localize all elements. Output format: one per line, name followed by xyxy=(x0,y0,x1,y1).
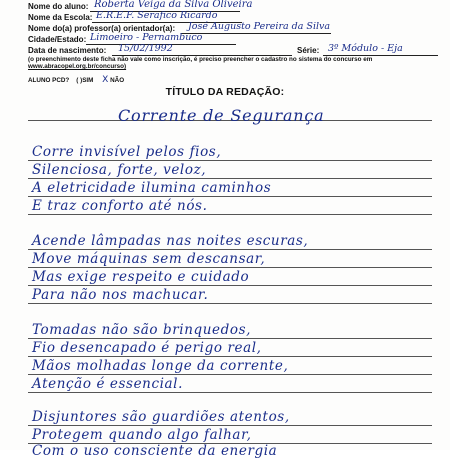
birth-value[interactable]: 15/02/1992 xyxy=(118,43,173,54)
pcd-question xyxy=(28,75,124,85)
ruled-line xyxy=(28,178,432,179)
poem-line: E traz conforto até nós. xyxy=(32,198,208,214)
poem-line: A eletricidade ilumina caminhos xyxy=(32,180,272,196)
ruled-line xyxy=(28,425,432,426)
ruled-line xyxy=(28,356,432,357)
poem-line: Mas exige respeito e cuidado xyxy=(32,269,250,285)
ruled-line xyxy=(28,303,432,304)
student-name-value[interactable]: Roberta Veiga da Silva Oliveira xyxy=(94,0,253,10)
pcd-label: ALUNO PCD? xyxy=(28,77,70,84)
teacher-label: Nome do(a) professor(a) orientador(a): xyxy=(28,24,176,33)
poem-line: Mãos molhadas longe da corrente, xyxy=(32,358,289,374)
poem-line: Disjuntores são guardiões atentos, xyxy=(32,409,290,425)
poem-line: Atenção é essencial. xyxy=(32,376,183,392)
school-value[interactable]: E.R.E.F. Serafico Ricardo xyxy=(96,10,218,21)
birth-label: Data de nascimento: xyxy=(28,46,107,55)
contest-link[interactable]: www.abracopel.org.br/concurso) xyxy=(28,63,127,70)
ruled-line xyxy=(28,160,432,161)
essay-heading: TÍTULO DA REDAÇÃO: xyxy=(165,86,285,98)
essay-title: Corrente de Segurança xyxy=(118,106,325,125)
grade-value[interactable]: 3º Módulo - Eja xyxy=(328,43,403,54)
poem-line: Acende lâmpadas nas noites escuras, xyxy=(32,233,309,249)
poem-line: Com o uso consciente da energia xyxy=(32,443,278,459)
poem-line: Silenciosa, forte, veloz, xyxy=(32,162,207,178)
school-label: Nome da Escola: xyxy=(28,13,93,22)
pcd-nao-option[interactable]: NÃO xyxy=(110,77,125,84)
ruled-line xyxy=(28,392,432,393)
ruled-line xyxy=(28,285,432,286)
ruled-line xyxy=(28,249,432,250)
registration-note-text: (o preenchimento deste ficha não vale como inscrição, é preciso preencher o cadastro no sistema do concurso em xyxy=(28,56,373,63)
teacher-line xyxy=(181,33,331,34)
poem-line: Move máquinas sem descansar, xyxy=(32,251,266,267)
poem-line: Fio desencapado é perigo real, xyxy=(32,340,262,356)
teacher-value[interactable]: José Augusto Pereira da Silva xyxy=(188,21,331,32)
ruled-line xyxy=(28,214,432,215)
poem-line: Tomadas não são brinquedos, xyxy=(32,322,252,338)
pcd-nao-checkmark: X xyxy=(102,75,109,85)
poem-line: Corre invisível pelos fios, xyxy=(32,144,222,160)
ruled-line xyxy=(28,374,432,375)
ruled-line xyxy=(28,196,432,197)
pcd-sim-option[interactable]: ( )SIM xyxy=(76,77,94,84)
ruled-line xyxy=(28,338,432,339)
registration-note xyxy=(28,56,438,70)
student-name-label: Nome do aluno: xyxy=(28,2,89,11)
poem-line: Para não nos machucar. xyxy=(32,287,209,303)
city-value[interactable]: Limoeiro - Pernambuco xyxy=(90,32,203,43)
poem-line: Protegem quando algo falhar, xyxy=(32,427,252,443)
grade-label: Série: xyxy=(297,46,320,55)
ruled-line xyxy=(28,267,432,268)
city-label: Cidade/Estado: xyxy=(28,35,87,44)
